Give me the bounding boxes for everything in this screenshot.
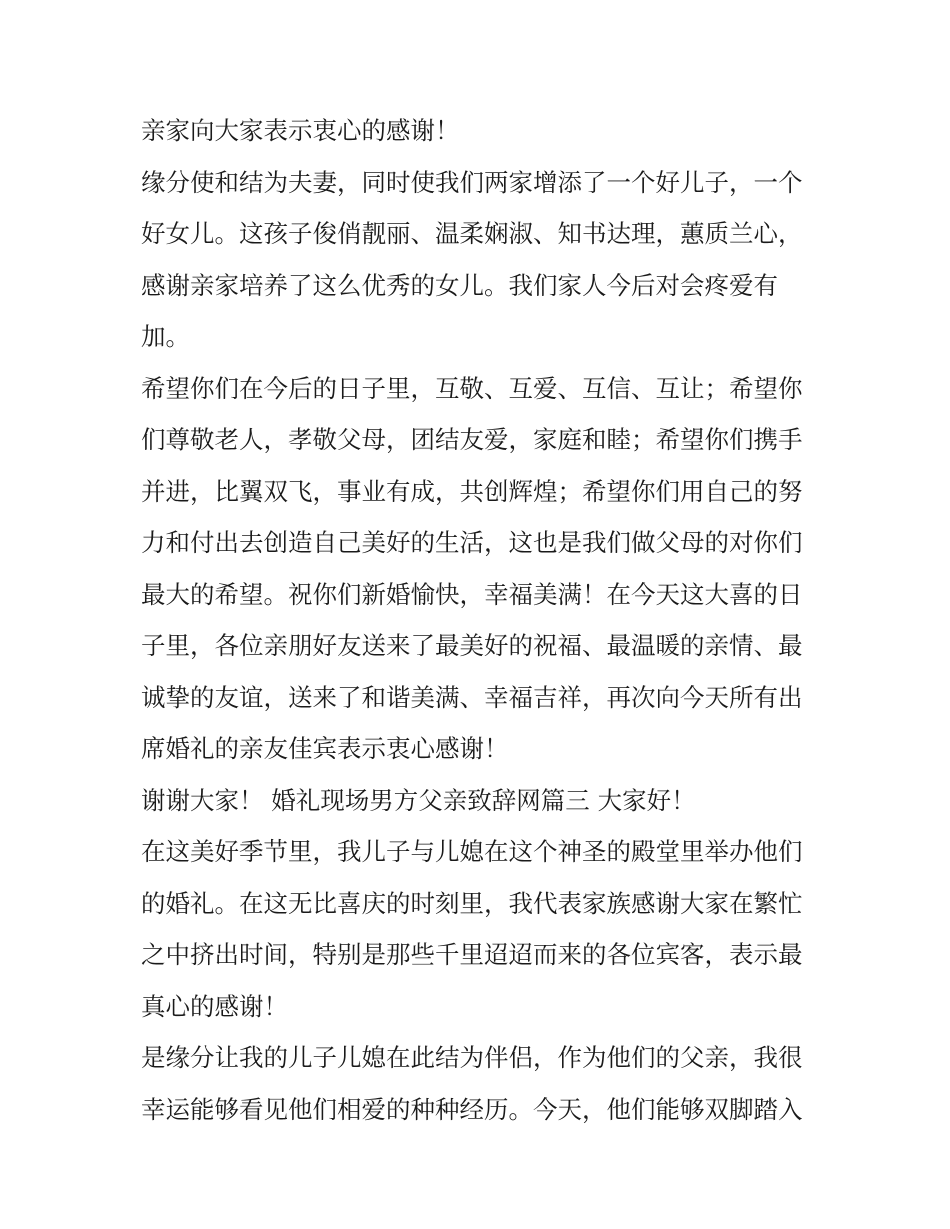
text-line-4: 感谢亲家培养了这么优秀的女儿。我们家人今后对会疼爱有 (141, 270, 778, 300)
text-line-5: 加。 (141, 322, 190, 351)
text-line-9: 力和付出去创造自己美好的生活，这也是我们做父母的对你们 (141, 528, 803, 557)
text-line-15: 在这美好季节里，我儿子与儿媳在这个神圣的殿堂里举办他们 (141, 837, 803, 866)
text-line-2: 缘分使和结为夫妻，同时使我们两家增添了一个好儿子，一个 (141, 167, 803, 197)
text-line-11: 子里，各位亲朋好友送来了最美好的祝福、最温暖的亲情、最 (141, 631, 803, 660)
text-line-1: 亲家向大家表示衷心的感谢！ (141, 116, 460, 145)
text-line-20: 幸运能够看见他们相爱的种种经历。今天，他们能够双脚踏入 (141, 1094, 803, 1124)
text-line-7: 们尊敬老人，孝敬父母，团结友爱，家庭和睦；希望你们携手 (141, 425, 803, 454)
text-line-12: 诚挚的友谊，送来了和谐美满、幸福吉祥，再次向今天所有出 (141, 682, 803, 712)
speech-text-body (141, 105, 821, 1135)
text-line-16: 的婚礼。在这无比喜庆的时刻里，我代表家族感谢大家在繁忙 (141, 888, 803, 918)
text-line-6: 希望你们在今后的日子里，互敬、互爱、互信、互让；希望你 (141, 373, 803, 403)
text-line-8: 并进，比翼双飞，事业有成，共创辉煌；希望你们用自己的努 (141, 476, 803, 506)
text-line-14: 谢谢大家！ 婚礼现场男方父亲致辞网篇三 大家好！ (141, 785, 696, 815)
text-line-13: 席婚礼的亲友佳宾表示衷心感谢！ (141, 734, 509, 763)
text-line-19: 是缘分让我的儿子儿媳在此结为伴侣，作为他们的父亲，我很 (141, 1043, 803, 1072)
text-line-17: 之中挤出时间，特别是那些千里迢迢而来的各位宾客，表示最 (141, 940, 803, 969)
text-line-3: 好女儿。这孩子俊俏靓丽、温柔娴淑、知书达理，蕙质兰心， (141, 219, 803, 248)
text-line-18: 真心的感谢！ (141, 991, 288, 1021)
text-line-10: 最大的希望。祝你们新婚愉快，幸福美满！在今天这大喜的日 (141, 579, 803, 609)
